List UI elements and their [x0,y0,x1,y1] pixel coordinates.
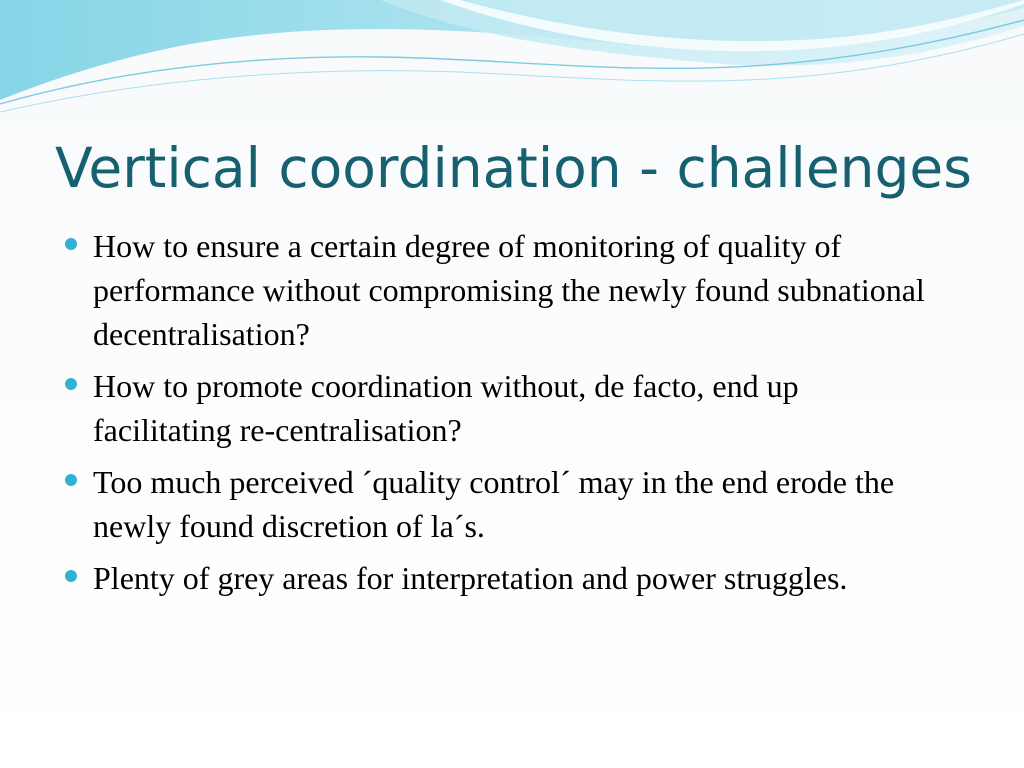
header-wave-decoration [0,0,1024,120]
bullet-item [58,224,938,356]
bullet-text: How to ensure a certain degree of monitoring of quality of performance without compromising the newly found subnational decentralisation? [93,228,925,352]
bullet-item [58,556,938,600]
bullet-item [58,364,938,452]
bullet-dot-icon [65,474,77,486]
bullet-dot-icon [65,570,77,582]
bullet-dot-icon [65,238,77,250]
bullet-text: Too much perceived ´quality control´ may in the end erode the newly found discretion of la´s. [93,464,895,544]
bullet-text: How to promote coordination without, de facto, end up facilitating re-centralisation? [93,368,799,448]
bullet-text: Plenty of grey areas for interpretation and power struggles. [93,560,848,596]
bullet-item [58,460,938,548]
bullet-dot-icon [65,378,77,390]
bullet-list [58,224,938,608]
slide-title: Vertical coordination - challenges [55,136,972,200]
